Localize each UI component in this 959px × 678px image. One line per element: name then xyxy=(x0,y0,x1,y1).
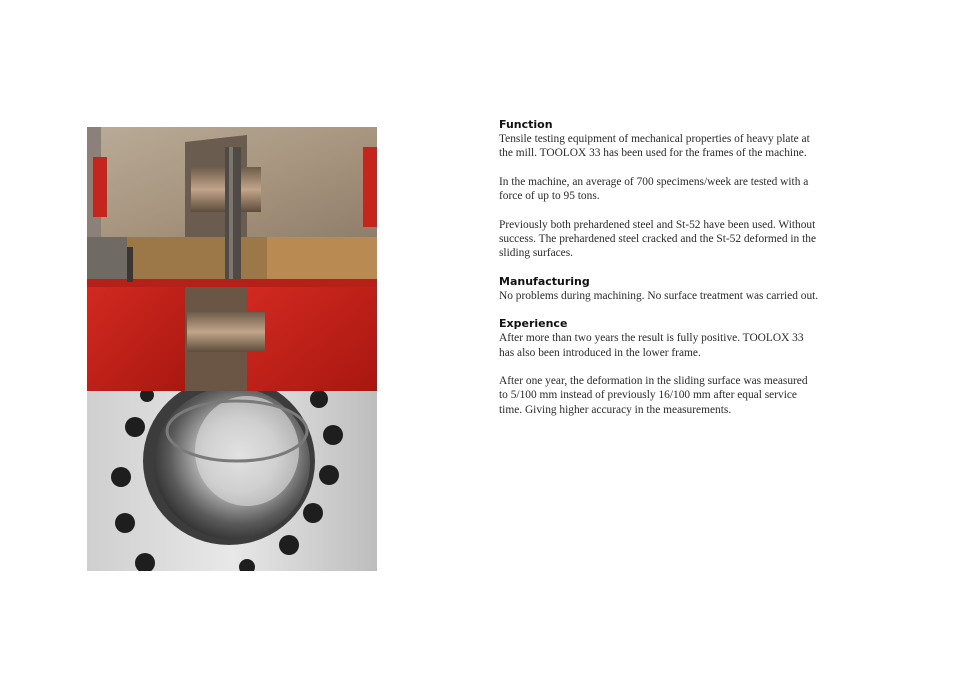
function-paragraph-2: In the machine, an average of 700 specimens/week are tested with a force of up to 95 tons. xyxy=(499,175,809,203)
tensile-testing-machine-photo xyxy=(87,127,377,391)
function-paragraph-1: Tensile testing equipment of mechanical properties of heavy plate at the mill. TOOLOX 33 has been used for the frames of the machine. xyxy=(499,133,810,160)
text-column xyxy=(499,118,819,417)
manufacturing-section xyxy=(499,275,819,303)
function-paragraph-3: Previously both prehardened steel and St-52 have been used. Without success. The prehardened steel cracked and the St-52 deformed in the sliding surfaces. xyxy=(499,218,817,260)
manufacturing-paragraph-1: No problems during machining. No surface treatment was carried out. xyxy=(499,289,819,302)
machined-bore-with-bolt-holes-photo xyxy=(87,391,377,571)
section-heading-manufacturing: Manufacturing xyxy=(499,274,590,288)
function-section xyxy=(499,118,819,261)
section-heading-experience: Experience xyxy=(499,317,568,331)
experience-paragraph-2: After one year, the deformation in the sliding surface was measured to 5/100 mm instead of previously 16/100 mm after equal service time. Giving higher accuracy in the measurements. xyxy=(499,375,808,416)
section-heading-function: Function xyxy=(499,118,553,131)
experience-paragraph-1: After more than two years the result is fully positive. TOOLOX 33 has also been introduced in the lower frame. xyxy=(499,332,804,359)
experience-section xyxy=(499,317,819,417)
